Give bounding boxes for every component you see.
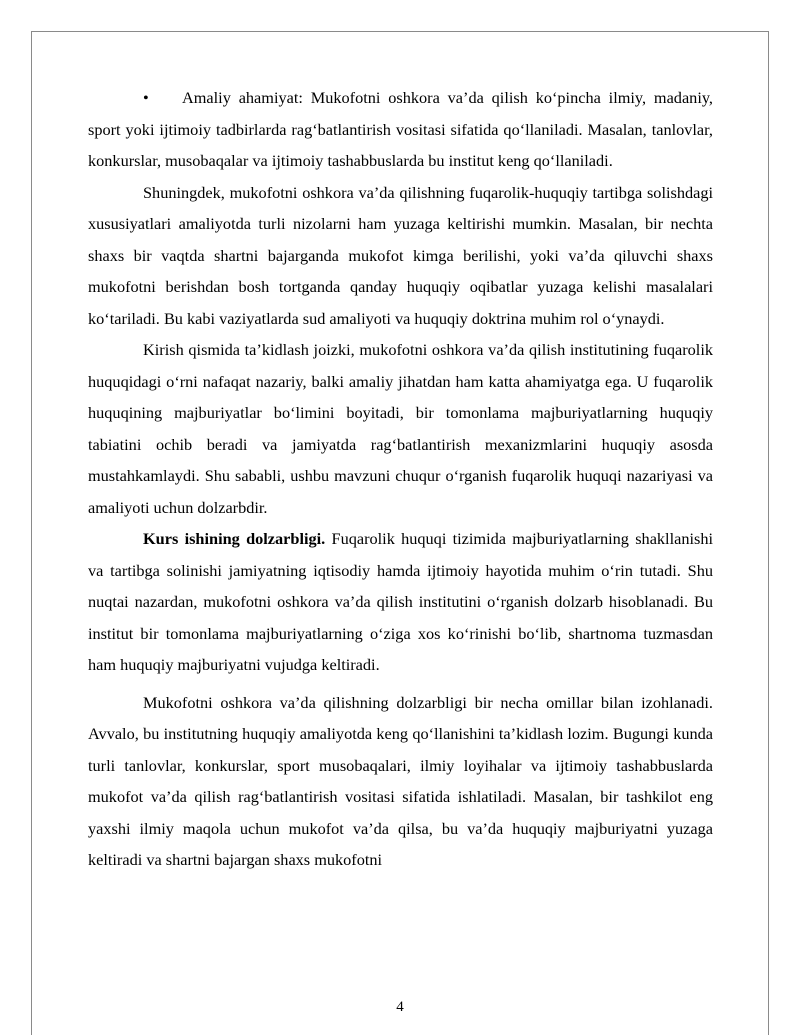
section-heading-relevance: Kurs ishining dolzarbligi. xyxy=(143,529,326,548)
paragraph-4-text: Fuqarolik huquqi tizimida majburiyatlarning shakllanishi va tartibga solinishi jamiyatning iqtisodiy hamda ijtimoiy hayotida muhim o‘rin tutadi. Shu nuqtai nazardan, mukofotni oshkora va’da qilish institutini o‘rganish dolzarb hisoblanadi. Bu institut bir tomonlama majburiyatlarning o‘ziga xos ko‘rinishi bo‘lib, shartnoma tuzmasdan ham huquqiy majburiyatni vujudga keltiradi. xyxy=(88,529,713,674)
paragraph-3: Kirish qismida ta’kidlash joizki, mukofotni oshkora va’da qilish institutining fuqarolik huquqidagi o‘rni nafaqat nazariy, balki amaliy jihatdan ham katta ahamiyatga ega. U fuqarolik huquqining majburiyatlar bo‘limini boyitadi, bir tomonlama majburiyatlarning huquqiy tabiatini ochib beradi va jamiyatda rag‘batlantirish mexanizmlarini huquqiy asosda mustahkamlaydi. Shu sababli, ushbu mavzuni chuqur o‘rganish fuqarolik huquqi nazariyasi va amaliyoti uchun dolzarbdir. xyxy=(88,340,713,517)
document-body xyxy=(88,82,713,876)
paragraph-4 xyxy=(88,523,713,681)
page-number: 4 xyxy=(396,999,404,1015)
bullet-paragraph-text: Amaliy ahamiyat: Mukofotni oshkora va’da qilish ko‘pincha ilmiy, madaniy, sport yoki ijtimoiy tadbirlarda rag‘batlantirish vositasi sifatida qo‘llaniladi. Masalan, tanlovlar, konkurslar, musobaqalar va ijtimoiy tashabbuslarda bu institut keng qo‘llaniladi. xyxy=(88,88,713,170)
paragraph-2: Shuningdek, mukofotni oshkora va’da qilishning fuqarolik-huquqiy tartibga solishdagi xususiyatlari amaliyotda turli nizolarni ham yuzaga keltirishi mumkin. Masalan, bir nechta shaxs bir vaqtda shartni bajarganda mukofot kimga berilishi, yoki va’da qiluvchi shaxs mukofotni berishdan bosh tortganda qanday huquqiy oqibatlar yuzaga kelishi masalalari ko‘tariladi. Bu kabi vaziyatlarda sud amaliyoti va huquqiy doktrina muhim rol o‘ynaydi. xyxy=(88,182,713,328)
bullet-paragraph xyxy=(88,82,713,177)
bullet-marker: • xyxy=(143,88,149,107)
paragraph-5: Mukofotni oshkora va’da qilishning dolzarbligi bir necha omillar bilan izohlanadi. Avvalo, bu institutning huquqiy amaliyotda keng qo‘llanishini ta’kidlash lozim. Bugungi kunda turli tanlovlar, konkurslar, sport musobaqalari, ilmiy loyihalar va ijtimoiy tashabbuslarda mukofot va’da qilish rag‘batlantirish vositasi sifatida ishlatiladi. Masalan, bir tashkilot eng yaxshi ilmiy maqola uchun mukofot va’da qilsa, bu va’da huquqiy majburiyatni yuzaga keltiradi va shartni bajargan shaxs mukofotni xyxy=(88,692,713,869)
